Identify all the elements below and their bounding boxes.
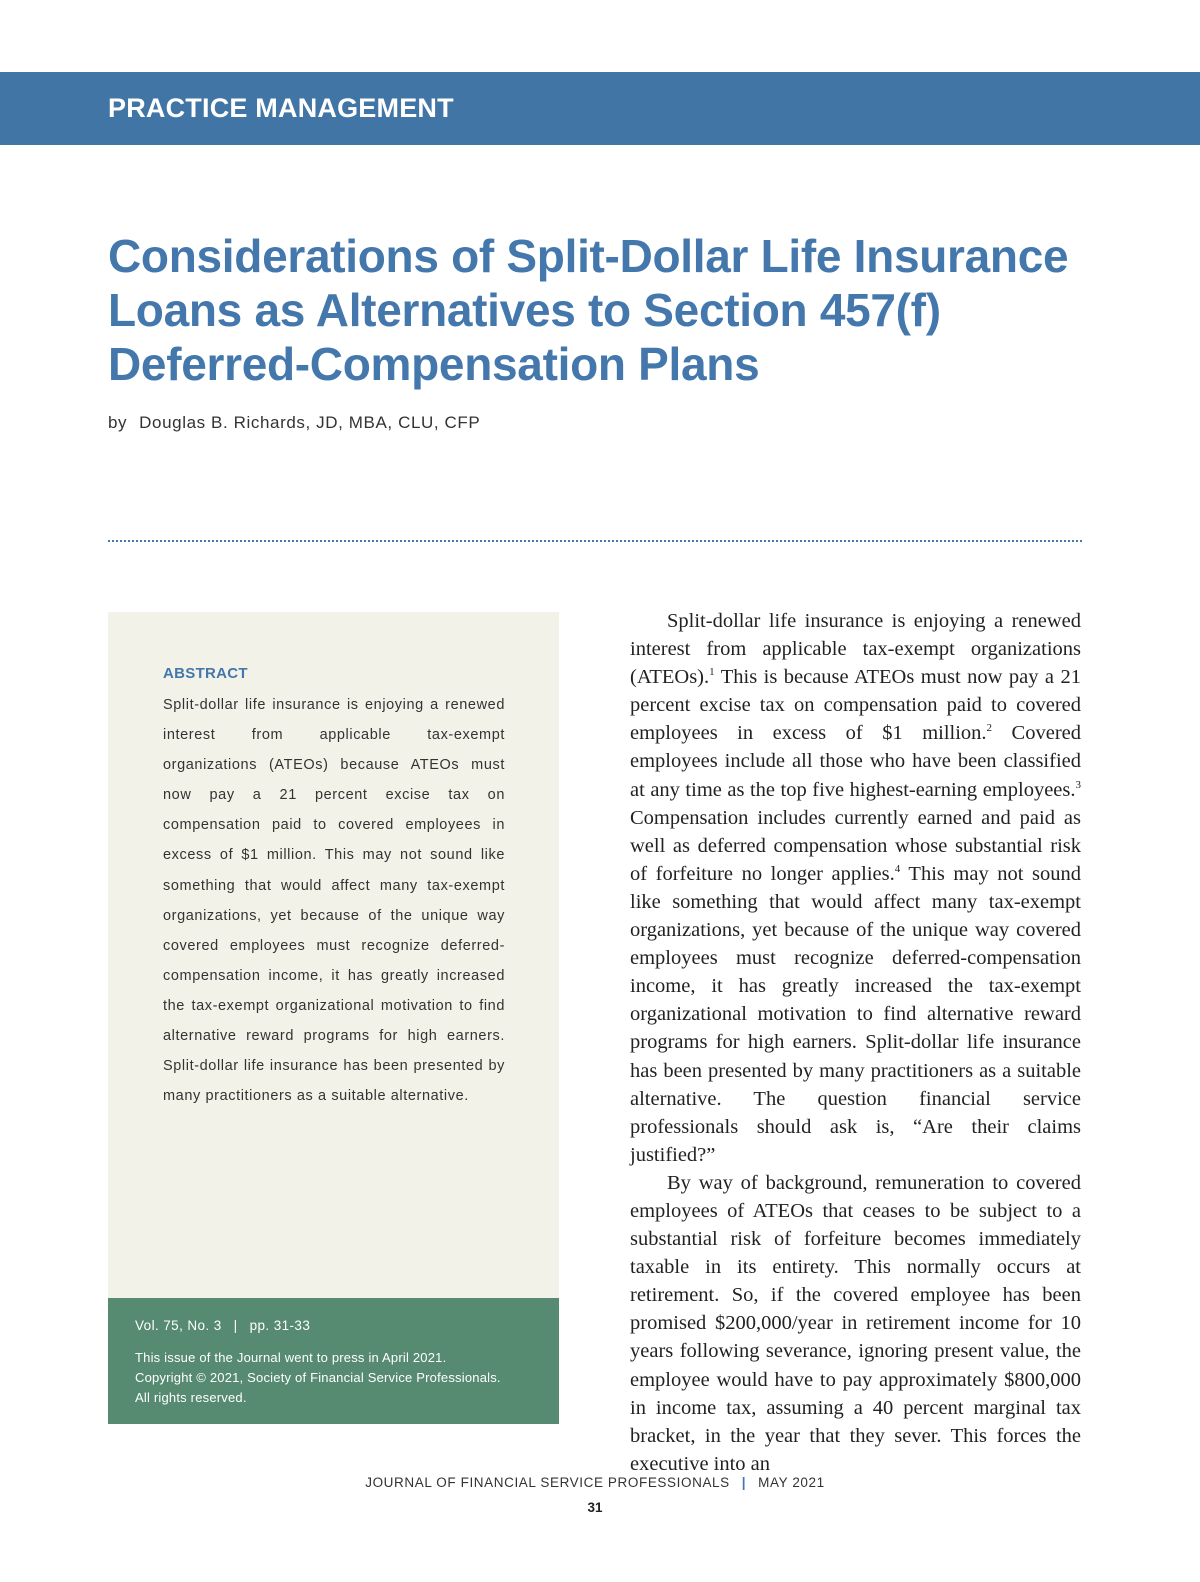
byline-prefix: by (108, 413, 128, 432)
article-body (630, 607, 1081, 1478)
body-text-run: Split-dollar life insurance is enjoying a renewed interest from applicable tax-exempt organizations (ATEOs). (630, 610, 1081, 689)
body-text-run: This is because ATEOs must now pay a 21 percent excise tax on compensation paid to covered employees in excess of $1 million. (630, 666, 1081, 745)
footnote-ref[interactable]: 4 (894, 862, 901, 875)
article-title-line: Considerations of Split-Dollar Life Insurance (108, 230, 1069, 282)
dotted-divider (108, 540, 1082, 542)
issue-citation (135, 1318, 310, 1333)
author-name: Douglas B. Richards, JD, MBA, CLU, CFP (139, 413, 481, 432)
issue-date: MAY 2021 (758, 1475, 825, 1490)
page-number: 31 (587, 1500, 603, 1515)
footnote-ref[interactable]: 1 (709, 666, 715, 679)
section-label: PRACTICE MANAGEMENT (108, 93, 454, 123)
article-title (108, 229, 1108, 391)
body-text-run: This may not sound like something that would affect many tax-exempt organizations, yet because of the unique way covered employees must recognize deferred-compensation income, it has greatly increased the tax-exempt organizational motivation to find alternative reward programs for high earners. Split-dollar life insurance has been presented by many practitioners as a suitable alternative. The question financial service professionals should ask is, “Are their claims justified?” (630, 862, 1081, 1166)
abstract-box (108, 612, 559, 1298)
abstract-heading: ABSTRACT (163, 665, 248, 682)
footnote-ref[interactable]: 3 (1075, 778, 1081, 791)
abstract-text: Split-dollar life insurance is enjoying a renewed interest from applicable tax-exempt organizations (ATEOs) because ATEOs must now pay a 21 percent excise tax on compensation paid to covered employees in excess of $1 million. This may not sound like something that would affect many tax-exempt organizations, yet because of the unique way covered employees must recognize deferred-compensation income, it has greatly increased the tax-exempt organizational motivation to find alternative reward programs for high earners. Split-dollar life insurance has been presented by many practitioners as a suitable alternative. (163, 697, 505, 1105)
footnote-ref[interactable]: 2 (986, 722, 993, 735)
issue-volume: Vol. 75, No. 3 (135, 1318, 222, 1333)
body-paragraph (630, 607, 1081, 1169)
copyright-note: Copyright © 2021, Society of Financial Service Professionals. (135, 1370, 501, 1385)
journal-name: JOURNAL OF FINANCIAL SERVICE PROFESSIONALS (365, 1475, 730, 1490)
article-title-line: Deferred-Compensation Plans (108, 338, 760, 390)
byline (108, 413, 480, 433)
section-header-bar (0, 72, 1200, 145)
issue-note (135, 1348, 555, 1408)
citation-separator: | (233, 1318, 238, 1333)
body-text-run: Covered employees include all those who have been classified at any time as the top five highest-earning employees. (630, 722, 1081, 801)
article-title-line: Loans as Alternatives to Section 457(f) (108, 284, 941, 336)
footer-journal (0, 1475, 1190, 1490)
rights-note: All rights reserved. (135, 1390, 247, 1405)
issue-info-box (108, 1298, 559, 1424)
body-paragraph: By way of background, remuneration to covered employees of ATEOs that ceases to be subject to a substantial risk of forfeiture becomes immediately taxable in its entirety. This normally occurs at retirement. So, if the covered employee has been promised $200,000/year in retirement income for 10 years following severance, ignoring present value, the employee would have to pay approximately $800,000 in income tax, assuming a 40 percent marginal tax bracket, in the year that they sever. This forces the executive into an (630, 1171, 1081, 1475)
press-note: This issue of the Journal went to press in April 2021. (135, 1350, 447, 1365)
issue-pages: pp. 31-33 (249, 1318, 311, 1333)
footer-separator: | (741, 1475, 747, 1490)
body-text-run: Compensation includes currently earned and paid as well as deferred compensation whose substantial risk of forfeiture no longer applies. (630, 806, 1081, 885)
